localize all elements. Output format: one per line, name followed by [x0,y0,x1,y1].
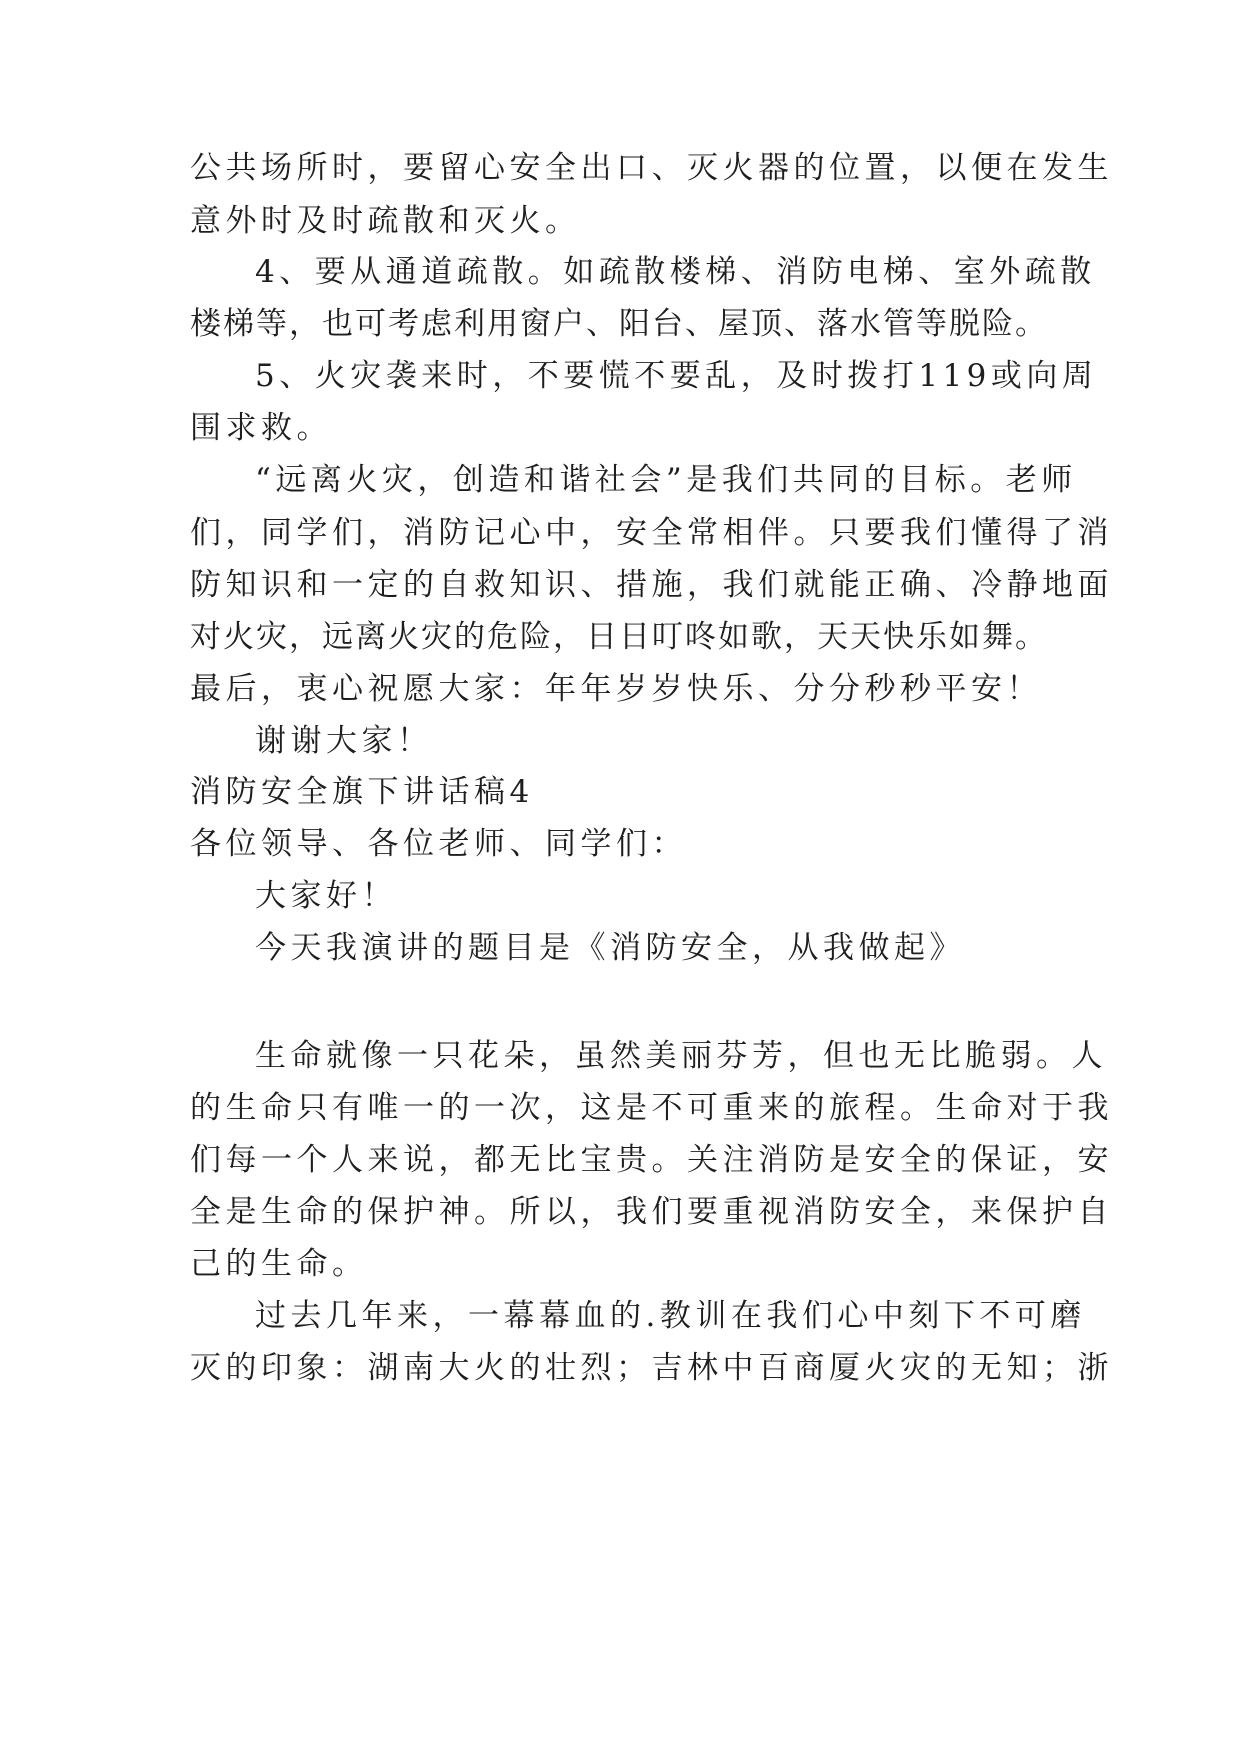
text-line: 4、要从通道疏散。如疏散楼梯、消防电梯、室外疏散 [255,254,1096,290]
text-line: “远离火灾，创造和谐社会”是我们共同的目标。老师 [255,462,1077,498]
text-line: 楼梯等，也可考虑利用窗户、阳台、屋顶、落水管等脱险。 [190,306,1048,342]
text-line: 们每一个人来说，都无比宝贵。关注消防是安全的保证，安 [190,1142,1113,1178]
text-line: 防知识和一定的自救知识、措施，我们就能正确、冷静地面 [190,567,1113,603]
text-line: 5、火灾袭来时，不要慌不要乱，及时拨打119或向周 [255,358,1098,394]
text-line: 谢谢大家！ [255,723,433,759]
text-line: 己的生命。 [190,1246,368,1282]
text-line: 围求救。 [190,410,332,446]
section-heading: 消防安全旗下讲话稿4 [190,774,534,810]
text-line: 灭的印象：湖南大火的壮烈；吉林中百商厦火灾的无知；浙 [190,1350,1113,1386]
text-line: 公共场所时，要留心安全出口、灭火器的位置，以便在发生 [190,150,1113,186]
greeting: 大家好！ [255,878,397,914]
text-line: 最后，衷心祝愿大家：年年岁岁快乐、分分秒秒平安！ [190,671,1042,707]
text-line: 生命就像一只花朵，虽然美丽芬芳，但也无比脆弱。人 [255,1038,1107,1074]
text-line: 的生命只有唯一的一次，这是不可重来的旅程。生命对于我 [190,1090,1113,1126]
text-line: 全是生命的保护神。所以，我们要重视消防安全，来保护自 [190,1194,1113,1230]
speech-title-line: 今天我演讲的题目是《消防安全，从我做起》 [255,930,965,966]
text-line: 过去几年来，一幕幕血的.教训在我们心中刻下不可磨 [255,1298,1086,1334]
text-line: 们，同学们，消防记心中，安全常相伴。只要我们懂得了消 [190,515,1113,551]
text-line: 对火灾，远离火灾的危险，日日叮咚如歌，天天快乐如舞。 [190,619,1048,655]
text-line: 意外时及时疏散和灭火。 [190,203,581,239]
salutation: 各位领导、各位老师、同学们： [190,826,687,862]
